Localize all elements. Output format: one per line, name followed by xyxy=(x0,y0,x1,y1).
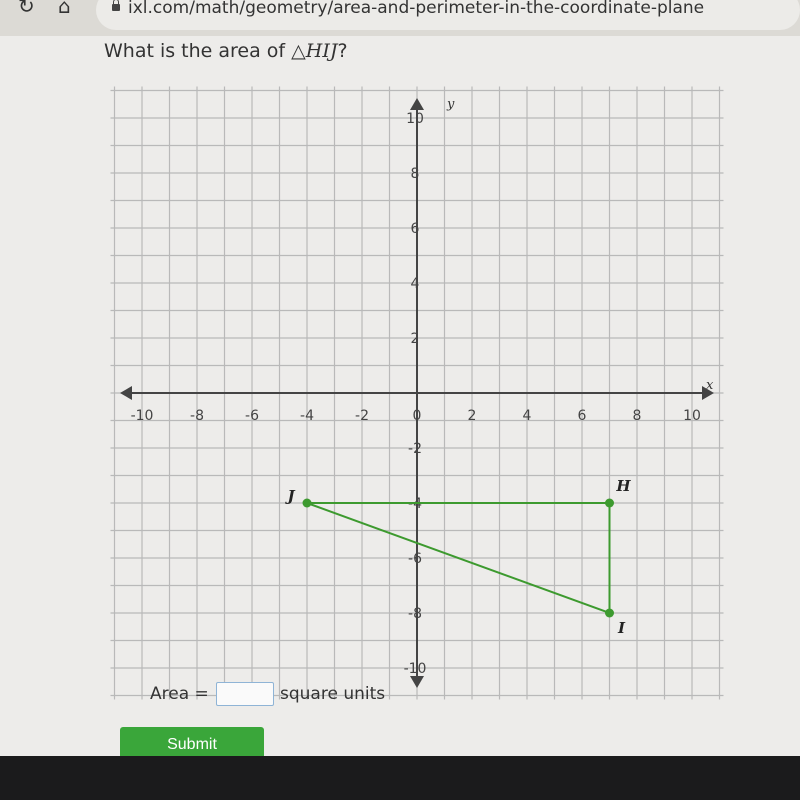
x-tick-label: -6 xyxy=(245,408,259,424)
y-tick-label: 8 xyxy=(410,166,420,182)
y-tick-label: 6 xyxy=(410,221,420,237)
y-axis-arrow-up xyxy=(410,98,424,110)
vertex-label-i: I xyxy=(617,619,626,637)
x-tick-label: -4 xyxy=(300,408,314,424)
x-tick-label: 4 xyxy=(522,408,532,424)
vertex-point-j xyxy=(303,499,312,508)
x-axis-arrow-left xyxy=(120,386,132,400)
y-tick-label: -4 xyxy=(408,496,422,512)
axes xyxy=(120,97,714,688)
submit-button[interactable]: Submit xyxy=(120,727,264,763)
x-tick-label: 8 xyxy=(632,408,642,424)
y-tick-label: -10 xyxy=(403,661,427,677)
vertex-label-h: H xyxy=(616,477,631,495)
triangle-vertices: HIJ xyxy=(305,40,338,62)
y-axis-label: y xyxy=(447,97,455,112)
y-tick-label: 2 xyxy=(410,331,420,347)
x-tick-label: -10 xyxy=(130,408,154,424)
answer-row xyxy=(150,680,385,708)
vertex-point-h xyxy=(605,499,614,508)
area-label: Area = xyxy=(150,684,209,704)
x-tick-label: -2 xyxy=(355,408,369,424)
home-icon[interactable]: ⌂ xyxy=(58,0,71,18)
y-axis-arrow-down xyxy=(410,676,424,688)
y-tick-label: -2 xyxy=(408,441,422,457)
x-tick-label: 10 xyxy=(683,408,701,424)
question-prefix: What is the area of xyxy=(104,40,292,62)
vertex-point-i xyxy=(605,609,614,618)
y-tick-label: -6 xyxy=(408,551,422,567)
reload-icon[interactable]: ↻ xyxy=(18,0,35,18)
y-tick-label: 4 xyxy=(410,276,420,292)
question-suffix: ? xyxy=(337,40,348,62)
area-input[interactable] xyxy=(216,682,274,706)
x-tick-label: 6 xyxy=(577,408,587,424)
x-tick-label: -8 xyxy=(190,408,204,424)
x-tick-label: 2 xyxy=(467,408,477,424)
x-axis-label: x xyxy=(706,378,714,393)
units-label: square units xyxy=(280,684,386,704)
x-tick-label: 0 xyxy=(412,408,422,424)
y-tick-label: 10 xyxy=(406,111,424,127)
y-tick-label: -8 xyxy=(408,606,422,622)
screen-bezel xyxy=(0,756,800,800)
vertex-label-j: J xyxy=(287,487,295,505)
triangle-symbol: △ xyxy=(291,40,306,62)
url-text: ixl.com/math/geometry/area-and-perimeter-in-the-coordinate-plane xyxy=(128,0,705,18)
